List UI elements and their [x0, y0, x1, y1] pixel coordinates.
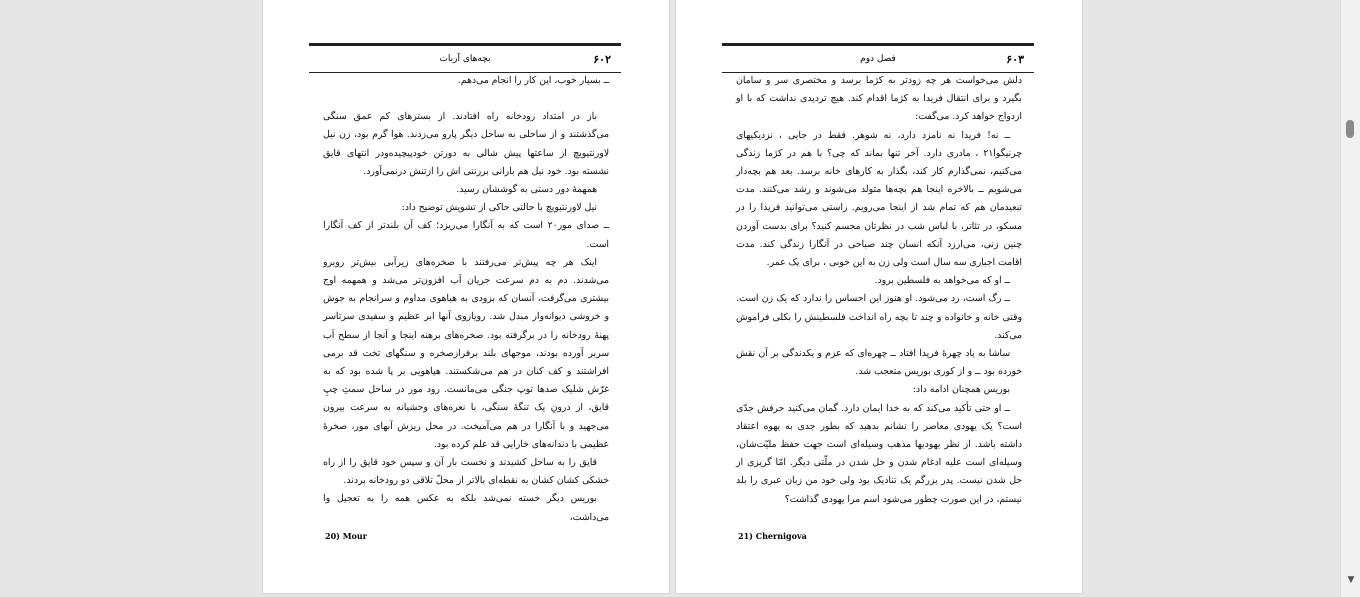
page-number: ۶۰۲	[593, 53, 611, 66]
paragraph: باز در امتداد رودخانه راه افتادند. از بسترهای کم عمق سنگی می‌گذشتند و از ساحلی به ساحل دیگر پارو می‌زدند. هوا گرم بود، زن نیل لاورنتیویچ از ساعتها پیش شالی به دورتن خودپیچیده‌ودر انتهای قایق نشسته بود. خود نیل هم بارانی برزنتی اش را ازتنش درنمی‌آورد.	[323, 111, 609, 177]
page-body	[323, 72, 609, 527]
paragraph: ــ او که می‌خواهد به فلسطین برود.	[874, 275, 1010, 287]
paragraph: ــ بسیار خوب، این کار را انجام می‌دهم.	[457, 75, 609, 86]
page-body	[736, 72, 1022, 509]
paragraph: اینک هر چه پیش‌تر می‌رفتند با صخره‌های زیرآبی بیش‌تر روبرو می‌شدند. دم به دم سرعت جریان آب افزون‌تر می‌شد و همهمه اوج بیشتری می‌گرفت، آنسان که بزودی به هیاهوی مداوم و سرانجام به جوش و خروشی دیوانه‌وار مبدل شد. رویاروی آنها ابر عظیم و سفیدی سرتاسر پهنهٔ رودخانه را در برگرفته بود. صخره‌های برهنه اینجا و آنجا از سطح آب سربر آورده بودند، موجهای بلند برفرازصخره و سنگهای تخت قد برمی افراشتند و کف کنان در هم می‌شکستند. هیاهویی بر پا شده بود که به غرّش شلیک صدها توپ جنگی می‌مانست. رود مور در ساحل سمتِ چپِ قایق، از درونِ یک تنگهٔ سنگی، با نعره‌های وحشیانه به سرعت بیرون می‌جهید و با آنگارا در هم می‌آمیخت. در محل ریزش آبهای مور، صخرهٔ عظیمی با دندانه‌های خارایی قد علم کرده بود.	[323, 256, 609, 450]
running-title: فصل دوم	[860, 54, 896, 64]
paragraph: قایق را به ساحل کشیدند و نخست بار آن و سپس خود قایق را از راه خشکی کشان کشان به نقطه‌ای بالا‌تر از محلّ تلاقی دو رودخانه بردند.	[323, 457, 609, 487]
paragraph: همهمهٔ دور دستی به گوششان رسید.	[456, 184, 597, 196]
paragraph: بوریس همچنان ادامه داد:	[912, 384, 1010, 396]
vertical-scrollbar[interactable]	[1340, 0, 1360, 597]
paragraph: ــ نه! فریدا نه نامزد دارد، نه شوهر. فقط در جایی ، نزدیکیهای چرنیگوا۲۱ ، مادری دارد. آخر تنها بماند که چی؟ با هم در کژما زندگی می‌کنیم، نمی‌گذارم کار کند، بگذار به کارهای خانه برسد. بعد هم بچه‌دار می‌شویم ــ بالاخره اینجا هم بچه‌ها متولد می‌شوند و رشد می‌کنند. مدت تبعیدمان هم که تمام شد از اینجا می‌رویم. راستی می‌توانید فریدا را در مسکو، در تئاتر، با لباس شب در نظرتان مجسم کنید؟ برای بدست آوردن چنین زنی، می‌ارزد آنکه انسان چند صباحی در آنگارا زندگی کند. مدت اقامت اجباری سه سال است ولی زن به این خوبی ، برای یک عمر.	[736, 129, 1022, 269]
paragraph: ــ صدای مور۲۰ است که به آنگارا می‌ریزد؛ کف آن بلندتر از کف آنگارا است.	[323, 220, 610, 250]
footnote: 21) Chernigova	[738, 531, 807, 541]
paragraph: ــ رگ است، رد می‌شود. او هنوز این احساس را ندارد که یک زن است. وقتی خانه و خانواده و چند تا بچه راه انداخت فلسطینش را بکلی فراموش می‌کند.	[736, 293, 1022, 341]
paragraph: ــ او حتی تأکید می‌کند که به خدا ایمان دارد. گمان می‌کنید حرفش جدّی است؟ یک یهودی معاصر را نشانم بدهید که بطور جدی به یهوه اعتقاد داشته باشد. از نظر یهودیها مذهب وسیله‌ای است جهت حفظ ملیّت‌شان، وسیله‌ای است علیه ادغام شدن و حل شدن در ملّتی دیگر. امّا گریزی از حل شدن نیست. پدر بزرگم یک تنادیک بود ولی خود من زبان عبری را بلد نیستم، در این صورت چطور می‌شود اسم مرا یهودی گذاشت؟	[736, 402, 1022, 505]
paragraph: نیل لاورنتیویچ با حالتی حاکی از تشویش توضیح داد:	[401, 202, 597, 214]
scroll-down-arrow-icon[interactable]: ▼	[1347, 575, 1355, 585]
running-head	[722, 43, 1034, 73]
running-title: بچه‌های آربات	[439, 54, 491, 64]
paragraph: بوریس دیگر خسته نمی‌شد بلکه به عکس همه را به تعجیل وا می‌داشت،	[323, 493, 609, 523]
page-603	[676, 0, 1082, 593]
paragraph: ساشا به یاد چهرهٔ فریدا افتاد ــ چهره‌ای که عزم و یکدندگی بر آن نقش خورده بود ــ و از کوری بوریس متعجب شد.	[736, 348, 1022, 378]
running-head	[309, 43, 621, 73]
page-number: ۶۰۳	[1006, 53, 1024, 66]
scrollbar-thumb[interactable]	[1346, 120, 1354, 138]
footnote: 20) Mour	[325, 531, 367, 541]
page-602	[263, 0, 669, 593]
paragraph: دلش می‌خواست هر چه زودتر به کژما برسد و مختصری سر و سامان بگیرد و برای انتقال فریدا به کژما اقدام کند. هیچ تردیدی نداشت که با او ازدواج خواهد کرد. می‌گفت:	[736, 75, 1022, 123]
